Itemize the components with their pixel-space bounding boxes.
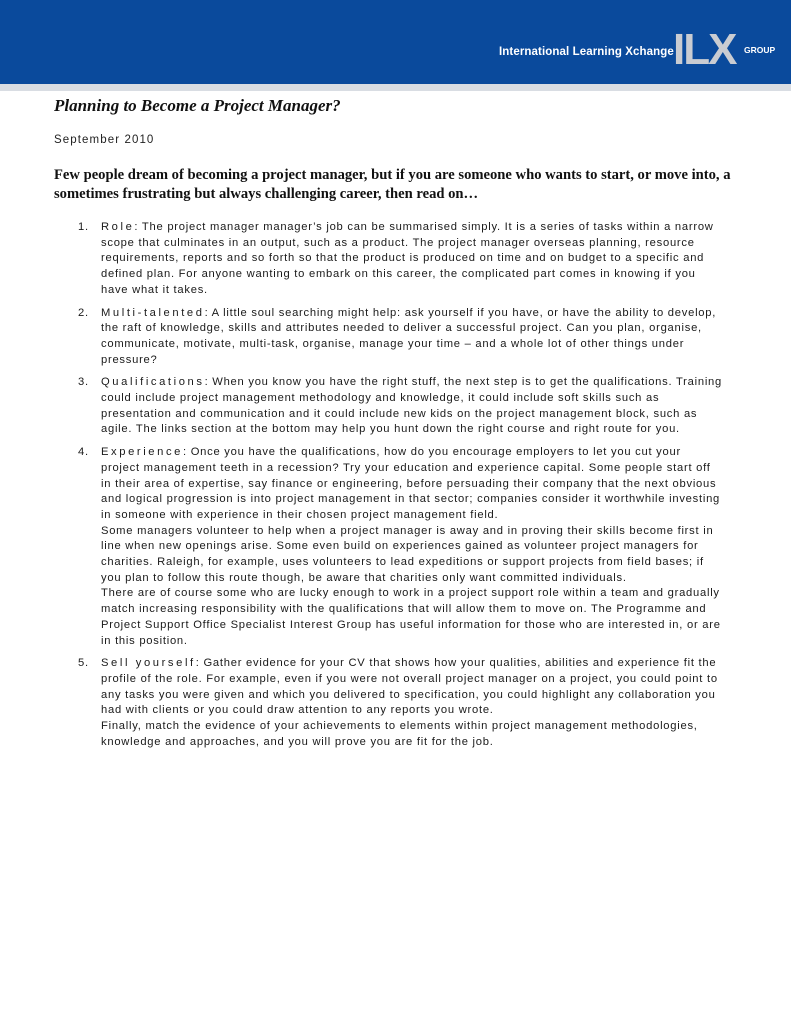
list-item-paragraph [101, 586, 722, 649]
list-item-text: : The project manager manager’s job can be summarised simply. It is a series of tasks within a narrow scope that culminates in an output, such as a product. The project manager overseas planning, resource requirements, reports and so forth so that the product is produced on time and on budget to a specific and defined plan. For anyone wanting to embark on this career, the complicated part comes in knowing if you have what it takes. [101, 221, 714, 296]
list-item-term: Multi-talented [101, 306, 205, 319]
list-item [72, 375, 722, 438]
logo-letters: ILX [673, 25, 736, 74]
list-item-paragraph [101, 220, 722, 299]
list-item [72, 445, 722, 649]
list-item-text: Some managers volunteer to help when a project manager is away and in proving their skills become first in line when new openings arise. Some even build on experiences gained as volunteer project managers for charities. Raleigh, for example, uses volunteers to lead expeditions or support projects from field bases; if you plan to follow this route though, be aware that charities only want committed individuals. [101, 524, 714, 584]
header-underline [0, 84, 791, 91]
org-name: International Learning Xchange [499, 46, 674, 58]
list-item-number: 5. [78, 657, 89, 670]
list-item-number: 1. [78, 221, 89, 233]
list-item-paragraph [101, 306, 722, 369]
list-item-paragraph [101, 375, 722, 438]
list-item-text: : Once you have the qualifications, how do you encourage employers to let you cut your project management teeth in a recession? Try your education and experience capital. Some people start off in their area of expertise, say finance or engineering, before persuading their company that the next obvious and logical progression is into project management in that sector; companies consider it worthwhile investing in someone with experience in their chosen project management field. [101, 446, 721, 521]
list-item [72, 220, 722, 299]
logo-group-text: GROUP [744, 45, 776, 55]
header-banner [0, 0, 791, 84]
list-item-term: Qualifications [101, 376, 205, 389]
page-title: Planning to Become a Project Manager? [54, 96, 341, 115]
intro-paragraph: Few people dream of becoming a project manager, but if you are someone who wants to start, or move into, a sometimes frustrating but always challenging career, then read on… [54, 167, 731, 202]
list-item-text: There are of course some who are lucky enough to work in a project support role within a team and gradually match increasing responsibility with the qualifications that will allow them to move on. The Programme and Project Support Office Specialist Interest Group has useful information for those who are interested in, or are in this position. [101, 587, 721, 647]
list-item-term: Role [101, 221, 135, 233]
list-item-term: Experience [101, 446, 183, 459]
list-item-text: Finally, match the evidence of your achievements to elements within project management methodologies, knowledge and approaches, and you will prove you are fit for the job. [101, 720, 698, 748]
list-item-text: : A little soul searching might help: ask yourself if you have, or have the ability to develop, the raft of knowledge, skills and attributes needed to deliver a successful project. Can you plan, organise, communicate, motivate, multi-task, organise, manage your time – and a whole lot of other things under pressure? [101, 306, 717, 366]
list-item-paragraph [101, 524, 722, 587]
list-item-text: : Gather evidence for your CV that shows how your qualities, abilities and experience fit the profile of the role. For example, even if you were not overall project manager on a project, you could point to any tasks you were given and which you delivered to specification, you could highlight any collaboration you had with clients or you could draw attention to any reports you wrote. [101, 657, 718, 717]
list-item [72, 306, 722, 369]
list-item-number: 4. [78, 446, 89, 459]
list-item-paragraph [101, 719, 722, 750]
list-item-number: 3. [78, 376, 89, 389]
list-item-paragraph [101, 445, 722, 524]
numbered-list [72, 220, 722, 758]
ilx-group-logo [673, 25, 783, 76]
list-item-term: Sell yourself [101, 657, 196, 670]
list-item [72, 656, 722, 750]
list-item-number: 2. [78, 306, 89, 319]
document-date: September 2010 [54, 134, 155, 146]
list-item-paragraph [101, 656, 722, 719]
list-item-text: : When you know you have the right stuff, the next step is to get the qualifications. Training could include project management methodology and knowledge, it could include soft skills such as presentation and communication and it could include new kids on the project management block, such as agile. The links section at the bottom may help you hunt down the right course and right route for you. [101, 376, 722, 436]
